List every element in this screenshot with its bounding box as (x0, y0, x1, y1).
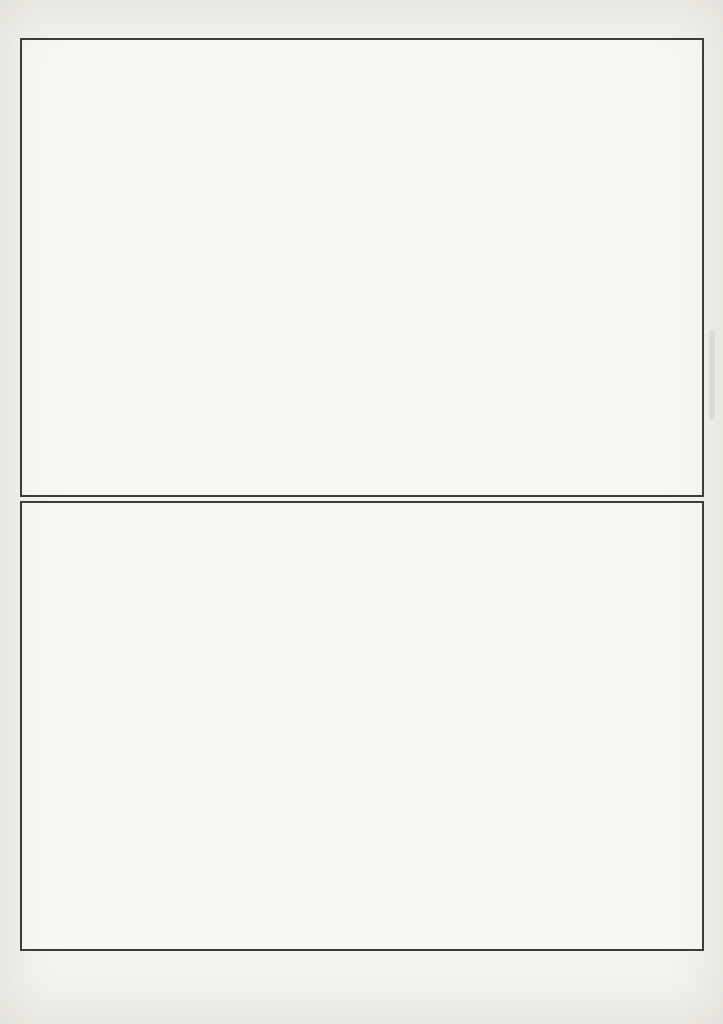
tables-wrapper (20, 38, 704, 951)
top-table (20, 38, 704, 497)
bottom-table (20, 501, 704, 951)
scan-smudge (709, 330, 715, 420)
